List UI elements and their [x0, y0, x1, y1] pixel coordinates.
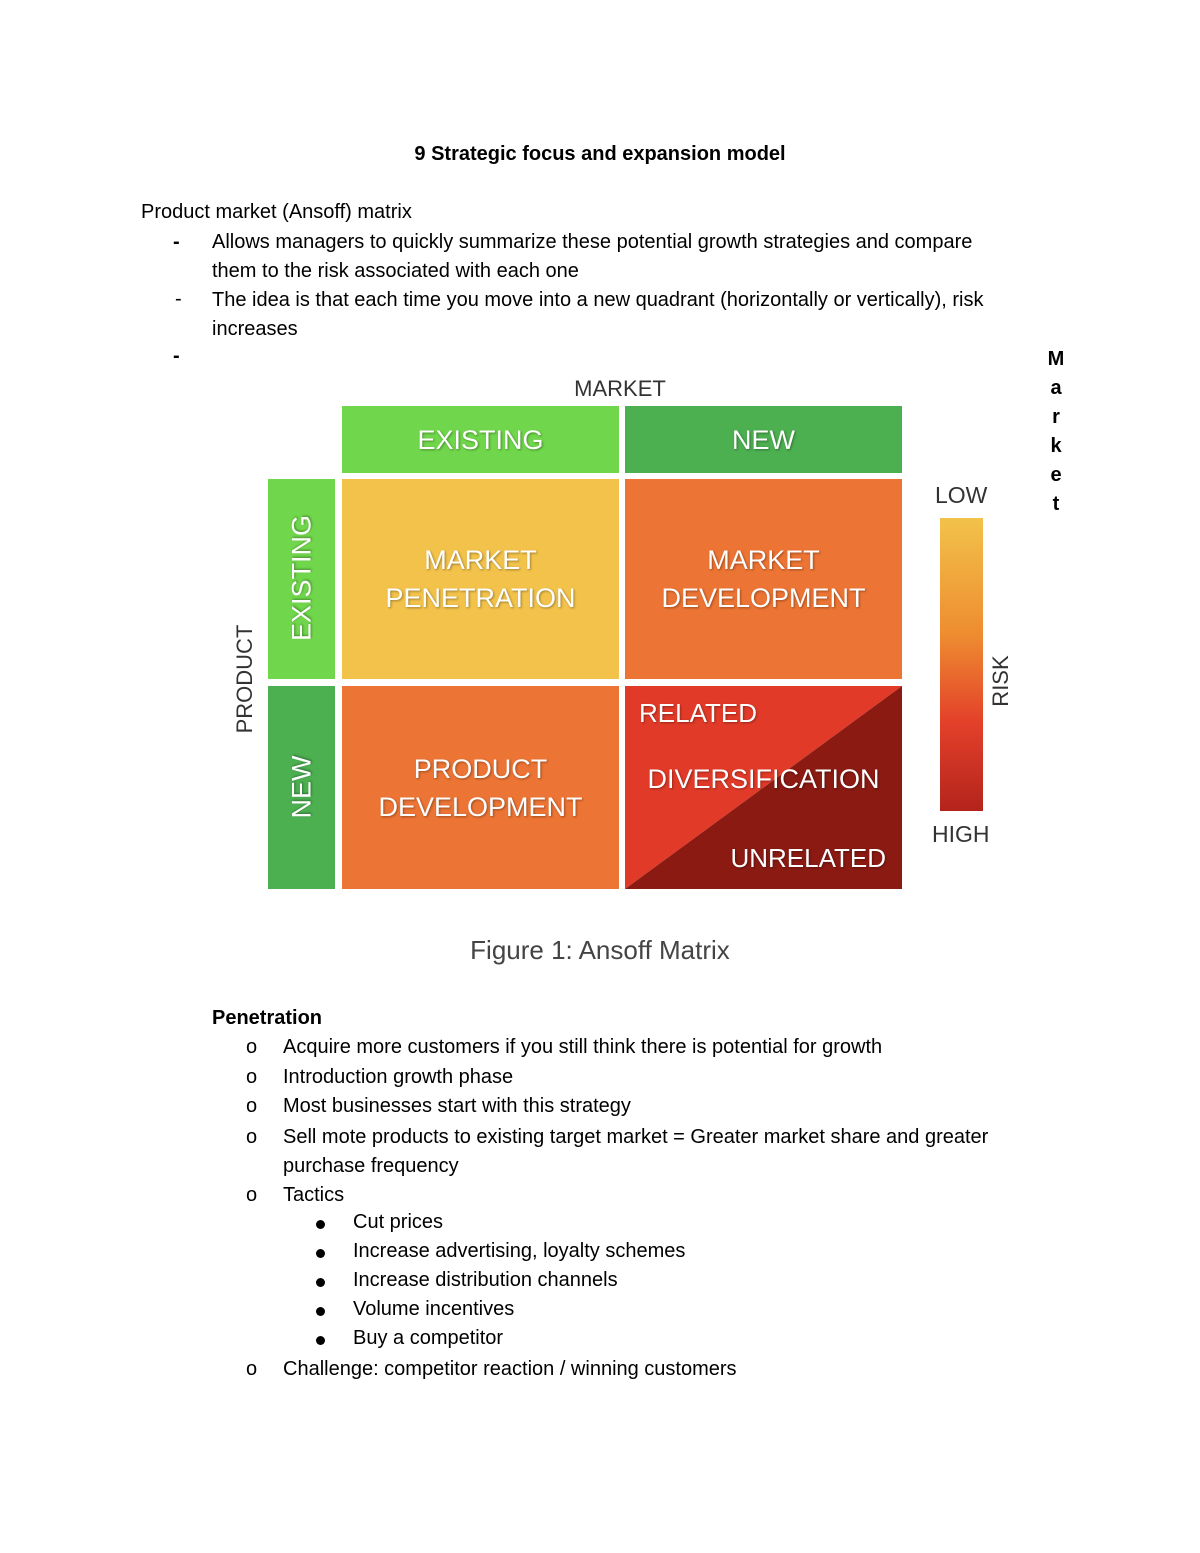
- row-new: [268, 686, 335, 889]
- market-development-cell: [625, 479, 902, 679]
- letter: k: [1050, 435, 1062, 457]
- tactic-item: Increase distribution channels: [353, 1269, 618, 1291]
- risk-axis-label: RISK: [988, 655, 1013, 707]
- risk-high-label: HIGH: [932, 821, 990, 847]
- letter: r: [1052, 406, 1060, 428]
- letter: e: [1050, 464, 1062, 486]
- bullet-dash: -: [175, 288, 182, 310]
- column-existing: EXISTING: [342, 406, 619, 473]
- tactic-item: Buy a competitor: [353, 1327, 504, 1349]
- tactic-item: Cut prices: [353, 1211, 444, 1233]
- bullet-dash: -: [173, 231, 180, 253]
- cell-line: PRODUCT: [413, 753, 548, 784]
- bullet-dot: [316, 1278, 325, 1287]
- row-existing: [268, 479, 335, 679]
- product-development-cell: [342, 686, 619, 889]
- letter: M: [1047, 348, 1065, 370]
- risk-low-label: LOW: [935, 482, 988, 508]
- letter: a: [1050, 377, 1062, 399]
- row-existing-label: EXISTING: [286, 514, 317, 642]
- market-axis-label: MARKET: [574, 376, 666, 401]
- list-item: Most businesses start with this strategy: [283, 1095, 631, 1117]
- figure-caption: Figure 1: Ansoff Matrix: [470, 935, 730, 965]
- bullet-line: Allows managers to quickly summarize these potential growth strategies and compare: [212, 231, 973, 253]
- document-title: 9 Strategic focus and expansion model: [414, 143, 786, 165]
- bullet-dot: [316, 1249, 325, 1258]
- list-item: Sell mote products to existing target market = Greater market share and greater: [283, 1126, 989, 1148]
- tactic-item: Volume incentives: [353, 1298, 515, 1320]
- bullet-dot: [316, 1307, 325, 1316]
- bullet-line: The idea is that each time you move into a new quadrant (horizontally or vertically), risk: [212, 289, 984, 311]
- list-marker: o: [246, 1036, 258, 1058]
- bullet-dot: [316, 1220, 325, 1229]
- section-heading: Product market (Ansoff) matrix: [141, 201, 412, 223]
- list-marker: o: [246, 1126, 258, 1148]
- list-marker: o: [246, 1184, 258, 1206]
- column-new: NEW: [625, 406, 902, 473]
- list-item: Tactics: [283, 1184, 345, 1206]
- vertical-market-word: [1044, 345, 1068, 519]
- tactic-item: Increase advertising, loyalty schemes: [353, 1240, 686, 1262]
- list-marker: o: [246, 1095, 258, 1117]
- cell-line: DEVELOPMENT: [378, 791, 583, 822]
- product-axis-label: PRODUCT: [232, 624, 257, 734]
- bullet-line: them to the risk associated with each one: [212, 260, 579, 282]
- list-marker: o: [246, 1066, 258, 1088]
- bullet-dash: -: [173, 345, 180, 367]
- list-item-continuation: purchase frequency: [283, 1155, 459, 1177]
- bullet-line: increases: [212, 318, 298, 340]
- list-item: Challenge: competitor reaction / winning customers: [283, 1358, 737, 1380]
- market-penetration-cell: [342, 479, 619, 679]
- cell-line: MARKET: [424, 545, 537, 575]
- cell-line: DEVELOPMENT: [661, 583, 866, 613]
- cell-line: MARKET: [707, 545, 820, 575]
- risk-gradient-bar: [940, 518, 983, 811]
- list-marker: o: [246, 1358, 258, 1380]
- bullet-dot: [316, 1336, 325, 1345]
- related-label: RELATED: [639, 698, 757, 728]
- diversification-cell: [625, 686, 902, 889]
- list-item: Introduction growth phase: [283, 1066, 514, 1088]
- list-item: Acquire more customers if you still think there is potential for growth: [283, 1036, 883, 1058]
- penetration-heading: Penetration: [212, 1007, 323, 1029]
- cell-line: PENETRATION: [385, 583, 576, 613]
- letter: t: [1052, 493, 1060, 515]
- diversification-label: DIVERSIFICATION: [647, 764, 880, 794]
- unrelated-label: UNRELATED: [730, 843, 886, 873]
- row-new-label: NEW: [286, 755, 317, 819]
